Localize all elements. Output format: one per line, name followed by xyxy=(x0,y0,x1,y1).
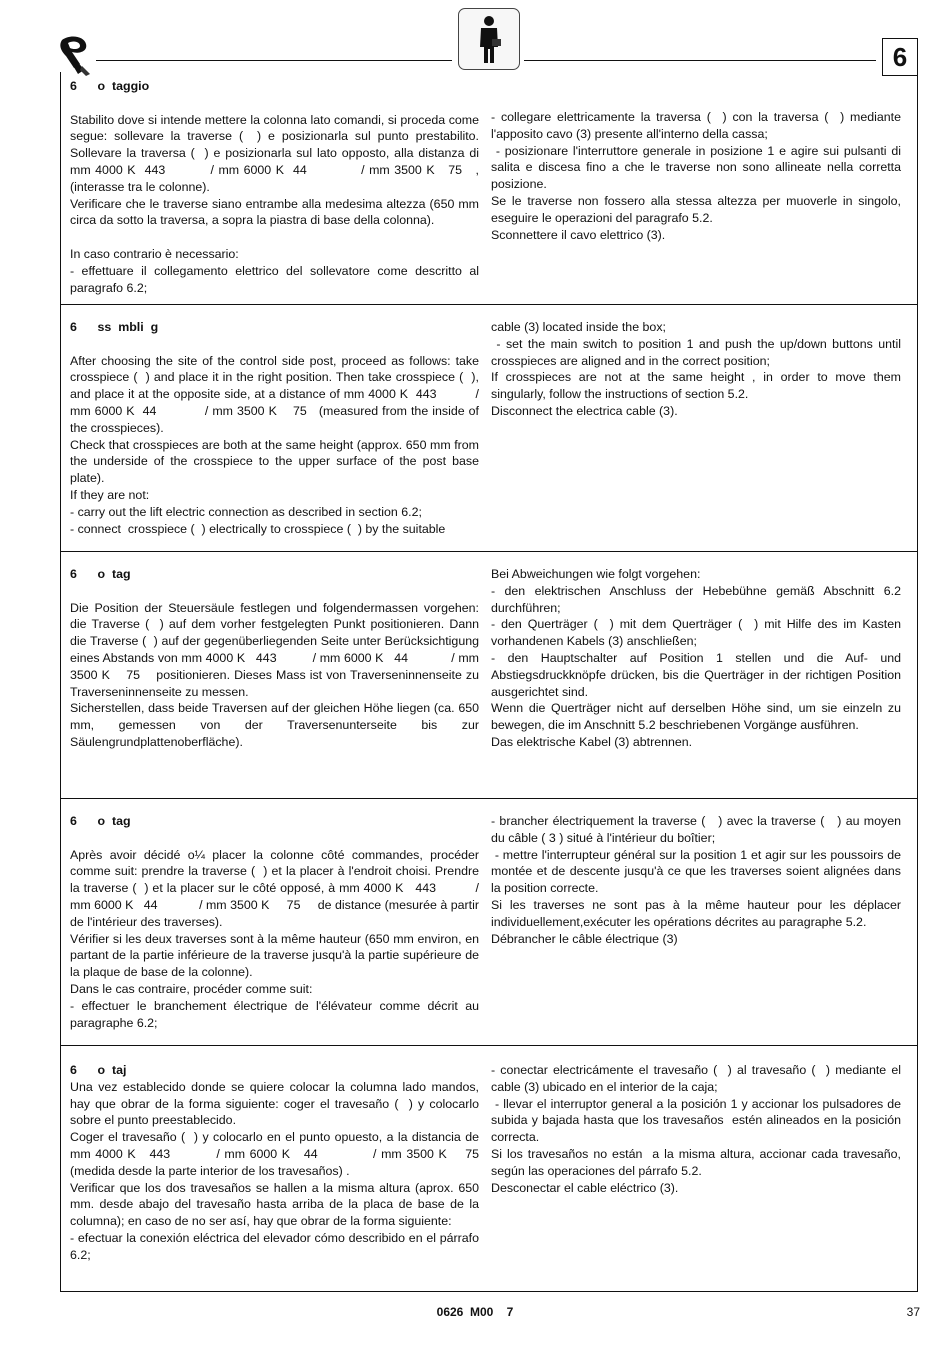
section-german-left-column xyxy=(70,566,483,751)
paragraph: Coger el travesaño ( ) y colocarlo en el punto opuesto, a la distancia de mm 4000 K 443 / mm 6000 K 44 / mm 3500 K 75 (medida desde la parte interior de los travesaños) . xyxy=(70,1130,493,1178)
paragraph: - posizionare l'interruttore generale in posizione 1 e agire sui pulsanti di salita e discesa fino a che le traverse non sono allineate nella corretta posizione. xyxy=(491,143,905,192)
chapter-number: 6 xyxy=(882,38,918,76)
paragraph: Check that crosspieces are both at the same height (approx. 650 mm from the underside of the crosspiece to the upper surface of the post base plate). xyxy=(70,437,483,486)
paragraph: Die Position der Steuersäule festlegen und folgendermassen vorgehen: die Traverse ( ) auf dem vorher festgelegten Punkt positionieren. Dann die Traverse ( ) auf der gegenüberliegenden Seite unter Berücksichtigung eines Abstands von mm 4000 K 443 / mm 6000 K 44 / mm 3500 K 75 positionieren. Dieses Mass ist von Traverseninnenseite zu Traverseninnenseite zu messen. xyxy=(70,600,483,699)
paragraph: In caso contrario è necessario: xyxy=(70,246,239,261)
paragraph: Bei Abweichungen wie folgt vorgehen: xyxy=(491,567,701,581)
paragraph: Sicherstellen, dass beide Traversen auf der gleichen Höhe liegen (ca. 650 mm, gemessen von der Traversenunterseite bis zur Säulengrundplattenoberfläche). xyxy=(70,701,483,749)
section-italian-right-column xyxy=(491,109,905,243)
page-number: 37 xyxy=(906,1305,920,1319)
paragraph: Sconnettere il cavo elettrico (3). xyxy=(491,227,666,242)
paragraph: If they are not: xyxy=(70,487,150,502)
paragraph: Das elektrische Kabel (3) abtrennen. xyxy=(491,734,693,749)
section-title: 6 o tag xyxy=(70,567,131,581)
paragraph: Stabilito dove si intende mettere la colonna lato comandi, si proceda come segue: sollevare la traverse ( ) e posizionarla sul punto prestabilito. Sollevare la traversa ( ) e posizionarla sul lato opposto, alla distanza di mm 4000 K 443 / mm 6000 K 44 / mm 3500 K 75 , (interasse tra le colonne). xyxy=(70,112,483,194)
paragraph: Desconectar el cable eléctrico (3). xyxy=(491,1180,679,1195)
paragraph: If crosspieces are not at the same height , in order to move them singularly, follow the instructions of section 5.2. xyxy=(491,370,905,402)
section-english-right-column xyxy=(491,319,905,420)
paragraph: - efectuar la conexión eléctrica del elevador cómo describido en el párrafo 6.2; xyxy=(70,1230,483,1262)
paragraph: - effectuer le branchement électrique de l'élévateur comme décrit au paragraphe 6.2; xyxy=(70,998,483,1030)
content-frame xyxy=(60,72,918,1292)
section-italian xyxy=(61,72,917,305)
paragraph: Vérifier si les deux traverses sont à la même hauteur (650 mm environ, en partant de la partie inférieure de la traverse jusqu'à la partie supérieure de la plaque de base de la colonne). xyxy=(70,931,483,980)
paragraph: Una vez establecido donde se quiere colocar la columna lado mandos, hay que obrar de la forma siguiente: coger el travesaño ( ) y colocarlo sobre el punto preestablecido. xyxy=(70,1079,483,1128)
section-spanish xyxy=(61,1046,917,1292)
section-title: 6 ss mbli g xyxy=(70,320,159,334)
paragraph: Après avoir décidé o¼ placer la colonne côté commandes, procéder comme suit: prendre la traverse ( ) et la placer à l'endroit choisi. Prendre la traverse ( ) et la placer sur le côté opposé, à mm 4000 K 443 / mm 6000 K 44 / mm 3500 K 75 de distance (mesurée à partir de l'intérieur des traverses). xyxy=(70,847,483,929)
section-italian-left-column xyxy=(70,78,483,296)
paragraph: - conectar electricámente el travesaño ( ) al travesaño ( ) mediante el cable (3) ubicado en el interior de la caja; xyxy=(491,1063,905,1094)
paragraph: - den Querträger ( ) mit dem Querträger ( ) mit Hilfe des im Kasten vorhandenen Kabels (3) anschließen; xyxy=(491,617,905,649)
paragraph: - carry out the lift electric connection as described in section 6.2; xyxy=(70,504,422,519)
paragraph: Se le traverse non fossero alla stessa altezza per muoverle in singolo, eseguire le operazioni del paragrafo 5.2. xyxy=(491,193,905,225)
section-title: 6 o taggio xyxy=(70,79,150,93)
paragraph: - collegare elettricamente la traversa ( ) con la traversa ( ) mediante l'apposito cavo (3) presente all'interno della cassa; xyxy=(491,110,905,141)
section-french xyxy=(61,799,917,1046)
paragraph: Si los travesaños no están a la misma altura, accionar cada travesaño, según las operaciones del párrafo 5.2. xyxy=(491,1146,905,1178)
paragraph: Débrancher le câble électrique (3) xyxy=(491,931,678,946)
paragraph: - den elektrischen Anschluss der Hebebühne gemäß Abschnitt 6.2 durchführen; xyxy=(491,583,905,615)
section-german xyxy=(61,552,917,799)
section-spanish-left-column xyxy=(70,1062,493,1264)
paragraph: - effettuare il collegamento elettrico del sollevatore come descritto al paragrafo 6.2; xyxy=(70,263,483,295)
paragraph: - set the main switch to position 1 and push the up/down buttons until crosspieces are aligned and in the correct position; xyxy=(491,336,905,368)
paragraph: Verificar que los dos travesaños se hallen a la misma altura (aprox. 650 mm. desde abajo del travesaño hasta arriba de la placa de base de la columna); en caso de no ser así, hay que obrar de la forma siguiente: xyxy=(70,1180,483,1229)
paragraph: - den Hauptschalter auf Position 1 stellen und die Auf- und Abstiegsdruckknöpfe drücken, bis die Querträger in der richtigen Position ausgerichtet sind. xyxy=(491,650,905,699)
section-title: 6 o taj xyxy=(70,1063,127,1077)
section-french-left-column xyxy=(70,813,483,1031)
header-rule-left xyxy=(96,60,452,61)
section-spanish-right-column xyxy=(491,1062,905,1196)
paragraph: - mettre l'interrupteur général sur la position 1 et agir sur les poussoirs de montée et de descente jusqu'à ce que les traverses soient alignées dans la position correcte. xyxy=(491,847,905,896)
paragraph: After choosing the site of the control side post, proceed as follows: take crosspiece ( ) and place it in the right position. Then take crosspiece ( ), and place it at the opposite side, at a distance of mm 4000 K 443 / mm 6000 K 44 / mm 3500 K 75 (measured from the inside of the crosspieces). xyxy=(70,353,483,435)
paragraph: Si les traverses ne sont pas à la même hauteur pour les déplacer individuellement,exécuter les opérations décrites au paragraphe 5.2. xyxy=(491,897,905,929)
document-code: 0626 M00 7 xyxy=(436,1305,514,1319)
paragraph: - llevar el interruptor general a la posición 1 y accionar los pulsadores de subida y bajada hasta que los travesaños estén alineados en la posición correcta. xyxy=(491,1096,905,1145)
paragraph: - brancher électriquement la traverse ( ) avec la traverse ( ) au moyen du câble ( 3 ) situé à l'intérieur du boîtier; xyxy=(491,814,905,845)
section-german-right-column xyxy=(491,566,905,751)
section-title: 6 o tag xyxy=(70,814,131,828)
section-french-right-column xyxy=(491,813,905,947)
operator-person-icon xyxy=(458,8,520,70)
section-english xyxy=(61,305,917,552)
paragraph: Verificare che le traverse siano entrambe alla medesima altezza (650 mm circa da sotto la traversa, a sopra la piastra di base della colonna). xyxy=(70,196,483,228)
paragraph: cable (3) located inside the box; xyxy=(491,320,666,334)
paragraph: Disconnect the electrica cable (3). xyxy=(491,403,678,418)
section-english-left-column xyxy=(70,319,483,537)
paragraph: Dans le cas contraire, procéder comme suit: xyxy=(70,981,313,996)
paragraph: - connect crosspiece ( ) electrically to crosspiece ( ) by the suitable xyxy=(70,521,446,536)
header-rule-right xyxy=(524,60,876,61)
paragraph: Wenn die Querträger nicht auf derselben Höhe sind, um sie einzeln zu bewegen, die im Anschnitt 5.2 beschriebenen Vorgänge ausführen. xyxy=(491,701,905,733)
